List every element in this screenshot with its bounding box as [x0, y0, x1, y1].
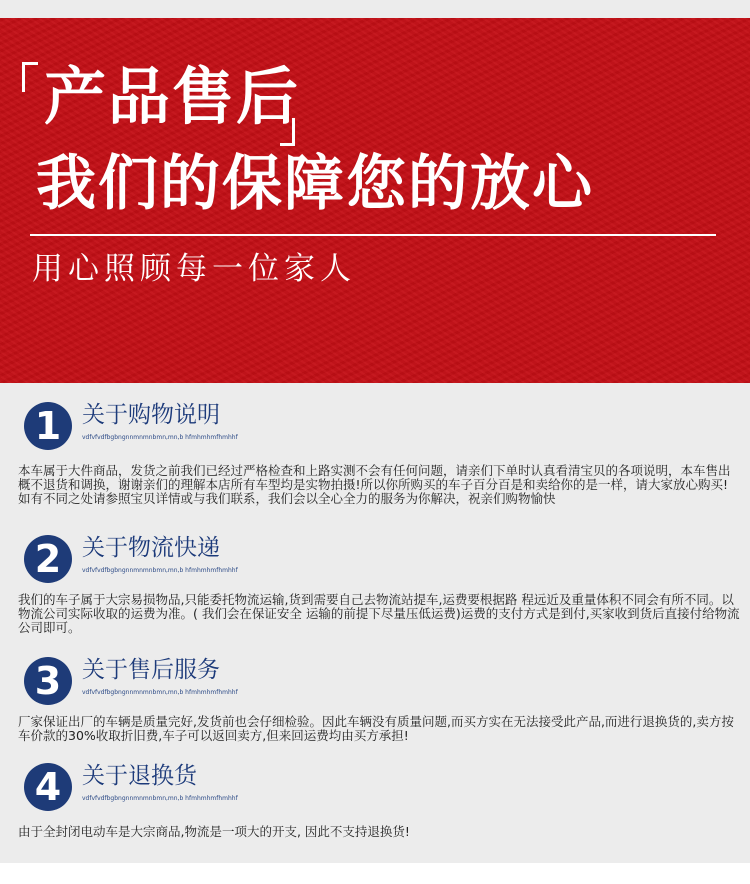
header-banner	[0, 18, 750, 383]
section-title: 关于购物说明	[82, 402, 220, 428]
section-title: 关于退换货	[82, 763, 197, 789]
banner-divider	[30, 234, 716, 236]
section-number-badge: 3	[24, 657, 72, 705]
corner-bracket-left	[22, 62, 38, 92]
section-body: 我们的车子属于大宗易损物品,只能委托物流运输,货到需要自己去物流站提车,运费要根据路 程远近及重量体积不同会有所不同。以物流公司实际收取的运费为准。( 我们会在保证安全 运输的前提下尽量压低运费)运费的支付方式是到付,买家收到货后直接付给物流公司即可。	[18, 592, 740, 635]
banner-title-line2: 我们的保障您的放心	[36, 149, 594, 219]
section-body: 由于全封闭电动车是大宗商品,物流是一项大的开支, 因此不支持退换货!	[18, 824, 410, 839]
section-body: 厂家保证出厂的车辆是质量完好,发货前也会仔细检验。因此车辆没有质量问题,而买方实在无法接受此产品,而进行退换货的,卖方按车价款的30%收取折旧费,车子可以返回卖方,但来回运费均由买方承担!	[18, 714, 734, 743]
banner-slogan: 用心照顾每一位家人	[32, 251, 356, 287]
corner-bracket-right	[280, 118, 295, 146]
section-number-badge: 1	[24, 402, 72, 450]
section-subtitle: vdfvfvdfbgbngnnmnmnbmn,mn,b hfmhmhmfhmhhf	[82, 434, 238, 441]
section-title: 关于物流快递	[82, 535, 220, 561]
section-number-badge: 2	[24, 535, 72, 583]
section-title: 关于售后服务	[82, 657, 220, 683]
content-area	[0, 383, 750, 863]
section-number-badge: 4	[24, 763, 72, 811]
banner-title-line1: 产品售后	[44, 60, 301, 133]
section-subtitle: vdfvfvdfbgbngnnmnmnbmn,mn,b hfmhmhmfhmhhf	[82, 795, 238, 802]
section-subtitle: vdfvfvdfbgbngnnmnmnbmn,mn,b hfmhmhmfhmhhf	[82, 689, 238, 696]
top-strip	[0, 0, 750, 18]
section-subtitle: vdfvfvdfbgbngnnmnmnbmn,mn,b hfmhmhmfhmhhf	[82, 567, 238, 574]
section-body: 本车属于大件商品，发货之前我们已经过严格检查和上路实测不会有任何问题，请亲们下单时认真看清宝贝的各项说明，本车售出概不退货和调换，谢谢亲们的理解本店所有车型均是实物拍摄!所以你所购买的车子百分百是和卖给你的是一样，请大家放心购买!如有不同之处请参照宝贝详情或与我们联系，我们会以全心全力的服务为你解决，祝亲们购物愉快	[18, 463, 731, 506]
